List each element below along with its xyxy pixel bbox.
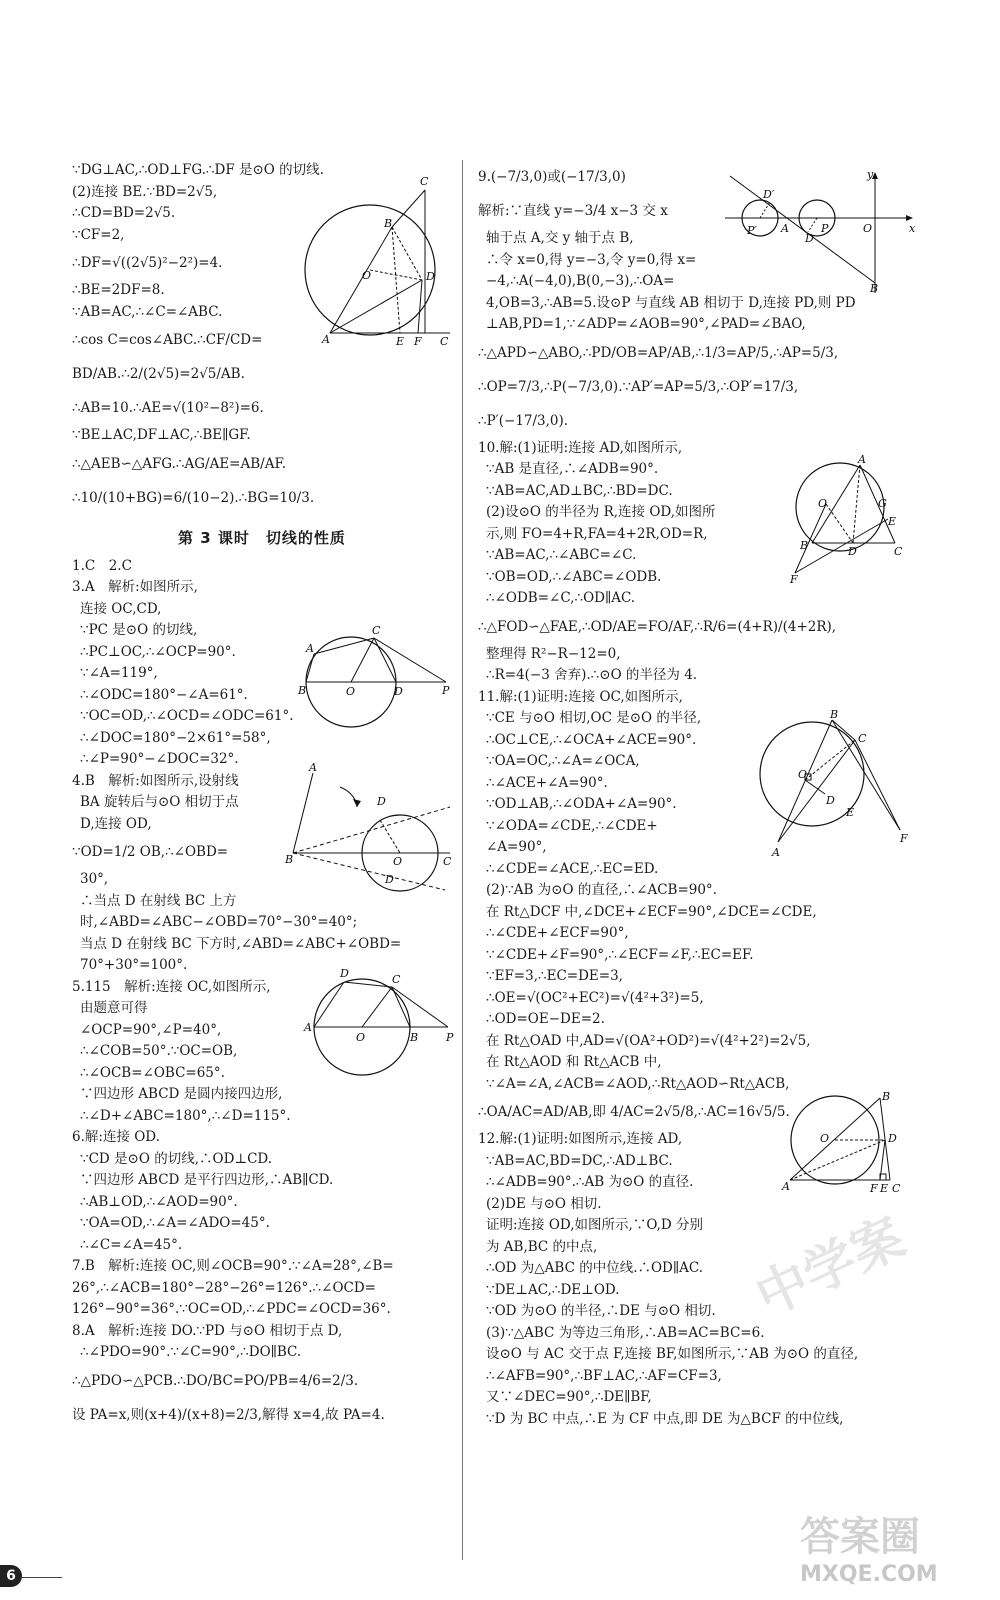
svg-text:C: C (392, 973, 401, 986)
text-line: BA 旋转后与⊙O 相切于点 (80, 794, 239, 810)
figure-q2-circle-triangle (300, 175, 460, 350)
text-line: ∵PC 是⊙O 的切线, (80, 622, 198, 638)
svg-text:P: P (446, 1031, 454, 1044)
text-line: ∴10/(10+BG)=6/(10−2).∴BG=10/3. (72, 489, 315, 506)
svg-text:D: D (377, 795, 386, 808)
text-line: ∵OD⊥AB,∴∠ODA+∠A=90°. (486, 796, 677, 812)
text-line: ∠OCP=90°,∠P=40°, (80, 1021, 222, 1038)
text-line: ∵D 为 BC 中点,∴E 为 CF 中点,即 DE 为△BCF 的中位线, (486, 1410, 844, 1427)
text-line: 示,则 FO=4+R,FA=4+2R,OD=R, (486, 525, 708, 542)
text-line: ∵∠CDE+∠F=90°,∴∠ECF=∠F,∴EC=EF. (486, 946, 754, 963)
text-line: ∴∠OCB=∠OBC=65°. (80, 1064, 225, 1081)
svg-text:A: A (772, 846, 780, 859)
text-line: ∴OP=7/3,∴P(−7/3,0).∵AP′=AP=5/3,∴OP′=17/3, (478, 378, 799, 395)
svg-text:F: F (900, 832, 908, 845)
text-line: ∵AB=AC,∴∠ABC=∠C. (486, 547, 637, 563)
text-line: ∴∠CDE+∠ECF=90°, (486, 925, 629, 941)
text-line: ∴OA/AC=AD/AB,即 4/AC=2√5/8,∴AC=16√5/5. (478, 1104, 790, 1120)
text-line: ∴DF=√((2√5)²−2²)=4. (72, 255, 223, 271)
text-line: BD/AB.∴2/(2√5)=2√5/AB. (72, 366, 245, 382)
text-line: 在 Rt△AOD 和 Rt△ACB 中, (486, 1054, 662, 1070)
text-line: ∵OA=OC,∴∠A=∠OCA, (486, 753, 640, 769)
text-line: 126°−90°=36°.∵OC=OD,∴∠PDC=∠OCD=36°. (72, 1301, 391, 1317)
svg-text:C: C (892, 1182, 901, 1195)
text-line: ∵AB=AC,AD⊥BC,∴BD=DC. (486, 482, 673, 499)
svg-text:B: B (882, 1090, 891, 1103)
text-line: ∵CF=2, (72, 226, 125, 243)
text-line: ∵∠A=119°, (80, 665, 158, 681)
text-line: ∴OE=√(OC²+EC²)=√(4²+3²)=5, (486, 989, 704, 1006)
svg-text:P: P (442, 684, 450, 697)
svg-text:F: F (790, 573, 798, 586)
svg-text:C: C (372, 624, 381, 637)
text-line: D,连接 OD, (80, 815, 152, 832)
text-line: ∵∠ODA=∠CDE,∴∠CDE+ (486, 817, 658, 834)
text-line: ∵OC=OD,∴∠OCD=∠ODC=61°. (80, 708, 294, 724)
svg-text:F: F (870, 1182, 878, 1195)
text-line: 为 AB,BC 的中点, (486, 1238, 598, 1255)
svg-text:y: y (867, 168, 874, 181)
svg-text:O: O (346, 685, 356, 698)
text-line: ∵CD 是⊙O 的切线,∴OD⊥CD. (80, 1150, 273, 1167)
text-line: ∴PC⊥OC,∴∠OCP=90°. (80, 643, 236, 660)
text-line: 3.A 解析:如图所示, (72, 579, 198, 595)
figure-q9-coordinate (725, 168, 920, 293)
text-line: ∵CE 与⊙O 相切,OC 是⊙O 的半径, (486, 710, 702, 726)
figure-q3-tangent (296, 622, 454, 727)
text-line: 当点 D 在射线 BC 下方时,∠ABD=∠ABC+∠OBD= (80, 935, 402, 952)
text-line: ∴AB⊥OD,∴∠AOD=90°. (80, 1193, 238, 1210)
text-line: (3)∵△ABC 为等边三角形,∴AB=AC=BC=6. (486, 1324, 765, 1341)
text-line: 5.115 解析:连接 OC,如图所示, (72, 978, 271, 995)
svg-text:O: O (818, 497, 828, 510)
text-line: ∴∠ACE+∠A=90°. (486, 774, 608, 791)
svg-text:O: O (362, 269, 372, 282)
text-line: 连接 OC,CD, (80, 600, 162, 617)
text-line: ∵EF=3,∴EC=DE=3, (486, 968, 623, 984)
svg-text:D: D (385, 873, 394, 886)
text-line: ∵BE⊥AC,DF⊥AC,∴BE∥GF. (72, 427, 251, 443)
text-line: ∴R=4(−3 舍弃).∴⊙O 的半径为 4. (486, 667, 698, 683)
text-line: 4,OB=3,∴AB=5.设⊙P 与直线 AB 相切于 D,连接 PD,则 PD (486, 294, 856, 311)
svg-text:D: D (394, 685, 403, 698)
watermark-text: 中学案 (746, 1207, 914, 1328)
svg-text:F: F (414, 335, 422, 348)
svg-text:B: B (830, 708, 839, 721)
section-title: 第 3 课时 切线的性质 (178, 528, 346, 547)
svg-text:O: O (863, 222, 873, 235)
text-line: 由题意可得 (80, 1000, 148, 1016)
watermark-text: MXQE.COM (800, 1562, 938, 1587)
svg-text:A: A (858, 453, 866, 466)
text-line: 9.(−7/3,0)或(−17/3,0) (478, 169, 626, 185)
text-line: ∵AB=AC,∴∠C=∠ABC. (72, 303, 223, 320)
text-line: (2)DE 与⊙O 相切. (486, 1195, 602, 1212)
svg-text:C: C (443, 855, 452, 868)
text-line: 7.B 解析:连接 OC,则∠OCB=90°.∵∠A=28°,∠B= (72, 1258, 394, 1274)
text-line: ∴∠AFB=90°,∴BF⊥AC,∴AF=CF=3, (486, 1367, 722, 1384)
text-line: 11.解:(1)证明:连接 OC,如图所示, (478, 688, 683, 705)
text-line: ∴∠ODB=∠C,∴OD∥AC. (486, 590, 636, 606)
svg-text:O: O (820, 1132, 830, 1145)
text-line: 证明:连接 OD,如图所示,∵O,D 分别 (486, 1217, 704, 1233)
text-line: 在 Rt△OAD 中,AD=√(OA²+OD²)=√(4²+2²)=2√5, (486, 1032, 811, 1049)
text-line: ∴∠C=∠A=45°. (80, 1236, 183, 1253)
text-line: ∴CD=BD=2√5. (72, 205, 176, 221)
svg-text:D: D (848, 545, 857, 558)
svg-text:C: C (440, 335, 449, 348)
text-line: ∴OD=OE−DE=2. (486, 1011, 605, 1027)
text-line: 设 PA=x,则(x+4)/(x+8)=2/3,解得 x=4,故 PA=4. (72, 1406, 385, 1423)
svg-text:P: P (821, 222, 829, 235)
svg-text:A: A (781, 222, 789, 235)
text-line: 8.A 解析:连接 DO.∵PD 与⊙O 相切于点 D, (72, 1322, 343, 1339)
text-line: ∴∠CDE=∠ACE,∴EC=ED. (486, 860, 659, 877)
text-line: (2)设⊙O 的半径为 R,连接 OD,如图所 (486, 504, 716, 520)
svg-text:D: D (426, 270, 435, 283)
text-line: (2)∵AB 为⊙O 的直径,∴∠ACB=90°. (486, 882, 717, 898)
svg-text:E: E (396, 335, 405, 348)
svg-text:A: A (782, 1180, 790, 1193)
svg-text:E: E (880, 1182, 889, 1195)
text-line: ∴△APD∽△ABO,∴PD/OB=AP/AB,∴1/3=AP/5,∴AP=5/3, (478, 344, 839, 361)
text-line: ∵DG⊥AC,∴OD⊥FG.∴DF 是⊙O 的切线. (72, 162, 324, 178)
column-divider (462, 160, 463, 1560)
text-line: ∴△FOD∽△FAE,∴OD/AE=FO/AF,∴R/6=(4+R)/(4+2R), (478, 618, 837, 635)
svg-text:A: A (304, 1021, 312, 1034)
svg-text:C: C (858, 732, 867, 745)
text-line: 时,∠ABD=∠ABC−∠OBD=70°−30°=40°; (80, 914, 358, 930)
text-line: ∴cos C=cos∠ABC.∴CF/CD= (72, 332, 263, 348)
svg-text:D: D (340, 967, 349, 980)
figure-q5-inscribed-quadrilateral (300, 965, 455, 1075)
figure-q12-equilateral (780, 1090, 910, 1195)
footer-rule (22, 1577, 62, 1578)
svg-text:A: A (306, 642, 314, 655)
text-line: ∴∠ODC=180°−∠A=61°. (80, 686, 248, 703)
text-line: ∵∠A=∠A,∠ACB=∠AOD,∴Rt△AOD∽Rt△ACB, (486, 1075, 790, 1092)
text-line: −4,∴A(−4,0),B(0,−3),∴OA= (486, 273, 675, 289)
text-line: 4.B 解析:如图所示,设射线 (72, 772, 239, 789)
text-line: 10.解:(1)证明:连接 AD,如图所示, (478, 439, 683, 456)
text-line: ∴P′(−17/3,0). (478, 412, 569, 429)
text-line: 在 Rt△DCF 中,∠DCE+∠ECF=90°,∠DCE=∠CDE, (486, 903, 817, 920)
svg-text:C: C (420, 175, 429, 188)
svg-text:A: A (309, 761, 317, 774)
svg-text:B: B (384, 217, 393, 230)
svg-text:D: D (888, 1132, 897, 1145)
text-line: ∵四边形 ABCD 是平行四边形,∴AB∥CD. (80, 1172, 334, 1188)
text-line: 26°,∴∠ACB=180°−28°−26°=126°.∴∠OCD= (72, 1279, 376, 1296)
text-line: (2)连接 BE.∵BD=2√5, (72, 183, 218, 200)
text-line: ∴∠D+∠ABC=180°,∴∠D=115°. (80, 1107, 291, 1124)
svg-text:B: B (800, 539, 809, 552)
text-line: ∴BE=2DF=8. (72, 282, 165, 298)
svg-text:B: B (285, 853, 294, 866)
text-line: 1.C 2.C (72, 557, 132, 574)
text-line: ∵四边形 ABCD 是圆内接四边形, (80, 1086, 283, 1102)
figure-q10-circle-isosceles (790, 455, 930, 585)
svg-text:O: O (393, 855, 403, 868)
svg-text:E: E (888, 515, 897, 528)
text-line: ∵OA=OD,∴∠A=∠ADO=45°. (80, 1215, 270, 1231)
text-line: 30°, (80, 871, 109, 887)
figure-q4-rotation (285, 761, 455, 890)
text-line: ∴OD 为△ABC 的中位线.∴OD∥AC. (486, 1260, 704, 1276)
svg-text:B: B (870, 282, 879, 295)
text-line: ∴AB=10.∴AE=√(10²−8²)=6. (72, 400, 264, 416)
svg-text:E: E (846, 806, 855, 819)
page-number: 6 (0, 1565, 22, 1587)
text-line: ∵OD=1/2 OB,∴∠OBD= (72, 844, 229, 860)
text-line: ∵AB=AC,BD=DC,∴AD⊥BC. (486, 1152, 673, 1169)
svg-text:G: G (878, 497, 887, 510)
text-line: ∴∠PDO=90°.∵∠C=90°,∴DO∥BC. (80, 1344, 302, 1360)
text-line: ⊥AB,PD=1,∵∠ADP=∠AOB=90°,∠PAD=∠BAO, (486, 316, 806, 332)
text-line: 70°+30°=100°. (80, 957, 188, 973)
text-line: ∵AB 是直径,∴∠ADB=90°. (486, 461, 659, 477)
text-line: ∴△AEB∽△AFG.∴AG/AE=AB/AF. (72, 455, 287, 472)
text-line: ∴OC⊥CE,∴∠OCA+∠ACE=90°. (486, 731, 697, 748)
svg-text:x: x (909, 222, 916, 235)
text-line: ∴令 x=0,得 y=−3,令 y=0,得 x= (486, 251, 697, 268)
text-line: 整理得 R²−R−12=0, (486, 645, 621, 662)
text-line: 12.解:(1)证明:如图所示,连接 AD, (478, 1131, 683, 1147)
text-line: ∴∠P=90°−∠DOC=32°. (80, 751, 239, 767)
svg-text:O: O (356, 1031, 366, 1044)
svg-text:C: C (894, 545, 903, 558)
svg-text:P′: P′ (747, 224, 757, 237)
text-line: 6.解:连接 OD. (72, 1129, 160, 1145)
svg-text:A: A (322, 333, 330, 346)
svg-text:B: B (410, 1031, 419, 1044)
figure-q11-circle-tangent (760, 708, 910, 859)
watermark-text: 答案圈 (800, 1514, 920, 1560)
text-line: 设⊙O 与 AC 交于点 F,连接 BF,如图所示,∵AB 为⊙O 的直径, (486, 1346, 859, 1362)
text-line: ∴∠COB=50°.∵OC=OB, (80, 1043, 238, 1059)
text-line: ∴∠DOC=180°−2×61°=58°, (80, 729, 271, 746)
text-line: ∴∠ADB=90°.∴AB 为⊙O 的直径. (486, 1174, 694, 1190)
text-line: ∵OD 为⊙O 的半径,∴DE 与⊙O 相切. (486, 1303, 716, 1319)
text-line: ∴当点 D 在射线 BC 上方 (80, 892, 237, 909)
svg-text:D: D (805, 232, 814, 245)
text-line: 解析:∵直线 y=−3/4 x−3 交 x (478, 203, 668, 219)
svg-text:O: O (798, 768, 808, 781)
svg-text:B: B (298, 684, 307, 697)
text-line: ∵DE⊥AC,∴DE⊥OD. (486, 1281, 620, 1298)
svg-text:D: D (826, 794, 835, 807)
text-line: ∠A=90°, (486, 839, 547, 855)
svg-text:D′: D′ (763, 188, 775, 201)
text-line: 轴于点 A,交 y 轴于点 B, (486, 230, 634, 246)
text-line: ∴△PDO∽△PCB.∴DO/BC=PO/PB=4/6=2/3. (72, 1372, 359, 1389)
text-line: ∵OB=OD,∴∠ABC=∠ODB. (486, 568, 662, 585)
text-line: 又∵∠DEC=90°,∴DE∥BF, (486, 1389, 652, 1405)
